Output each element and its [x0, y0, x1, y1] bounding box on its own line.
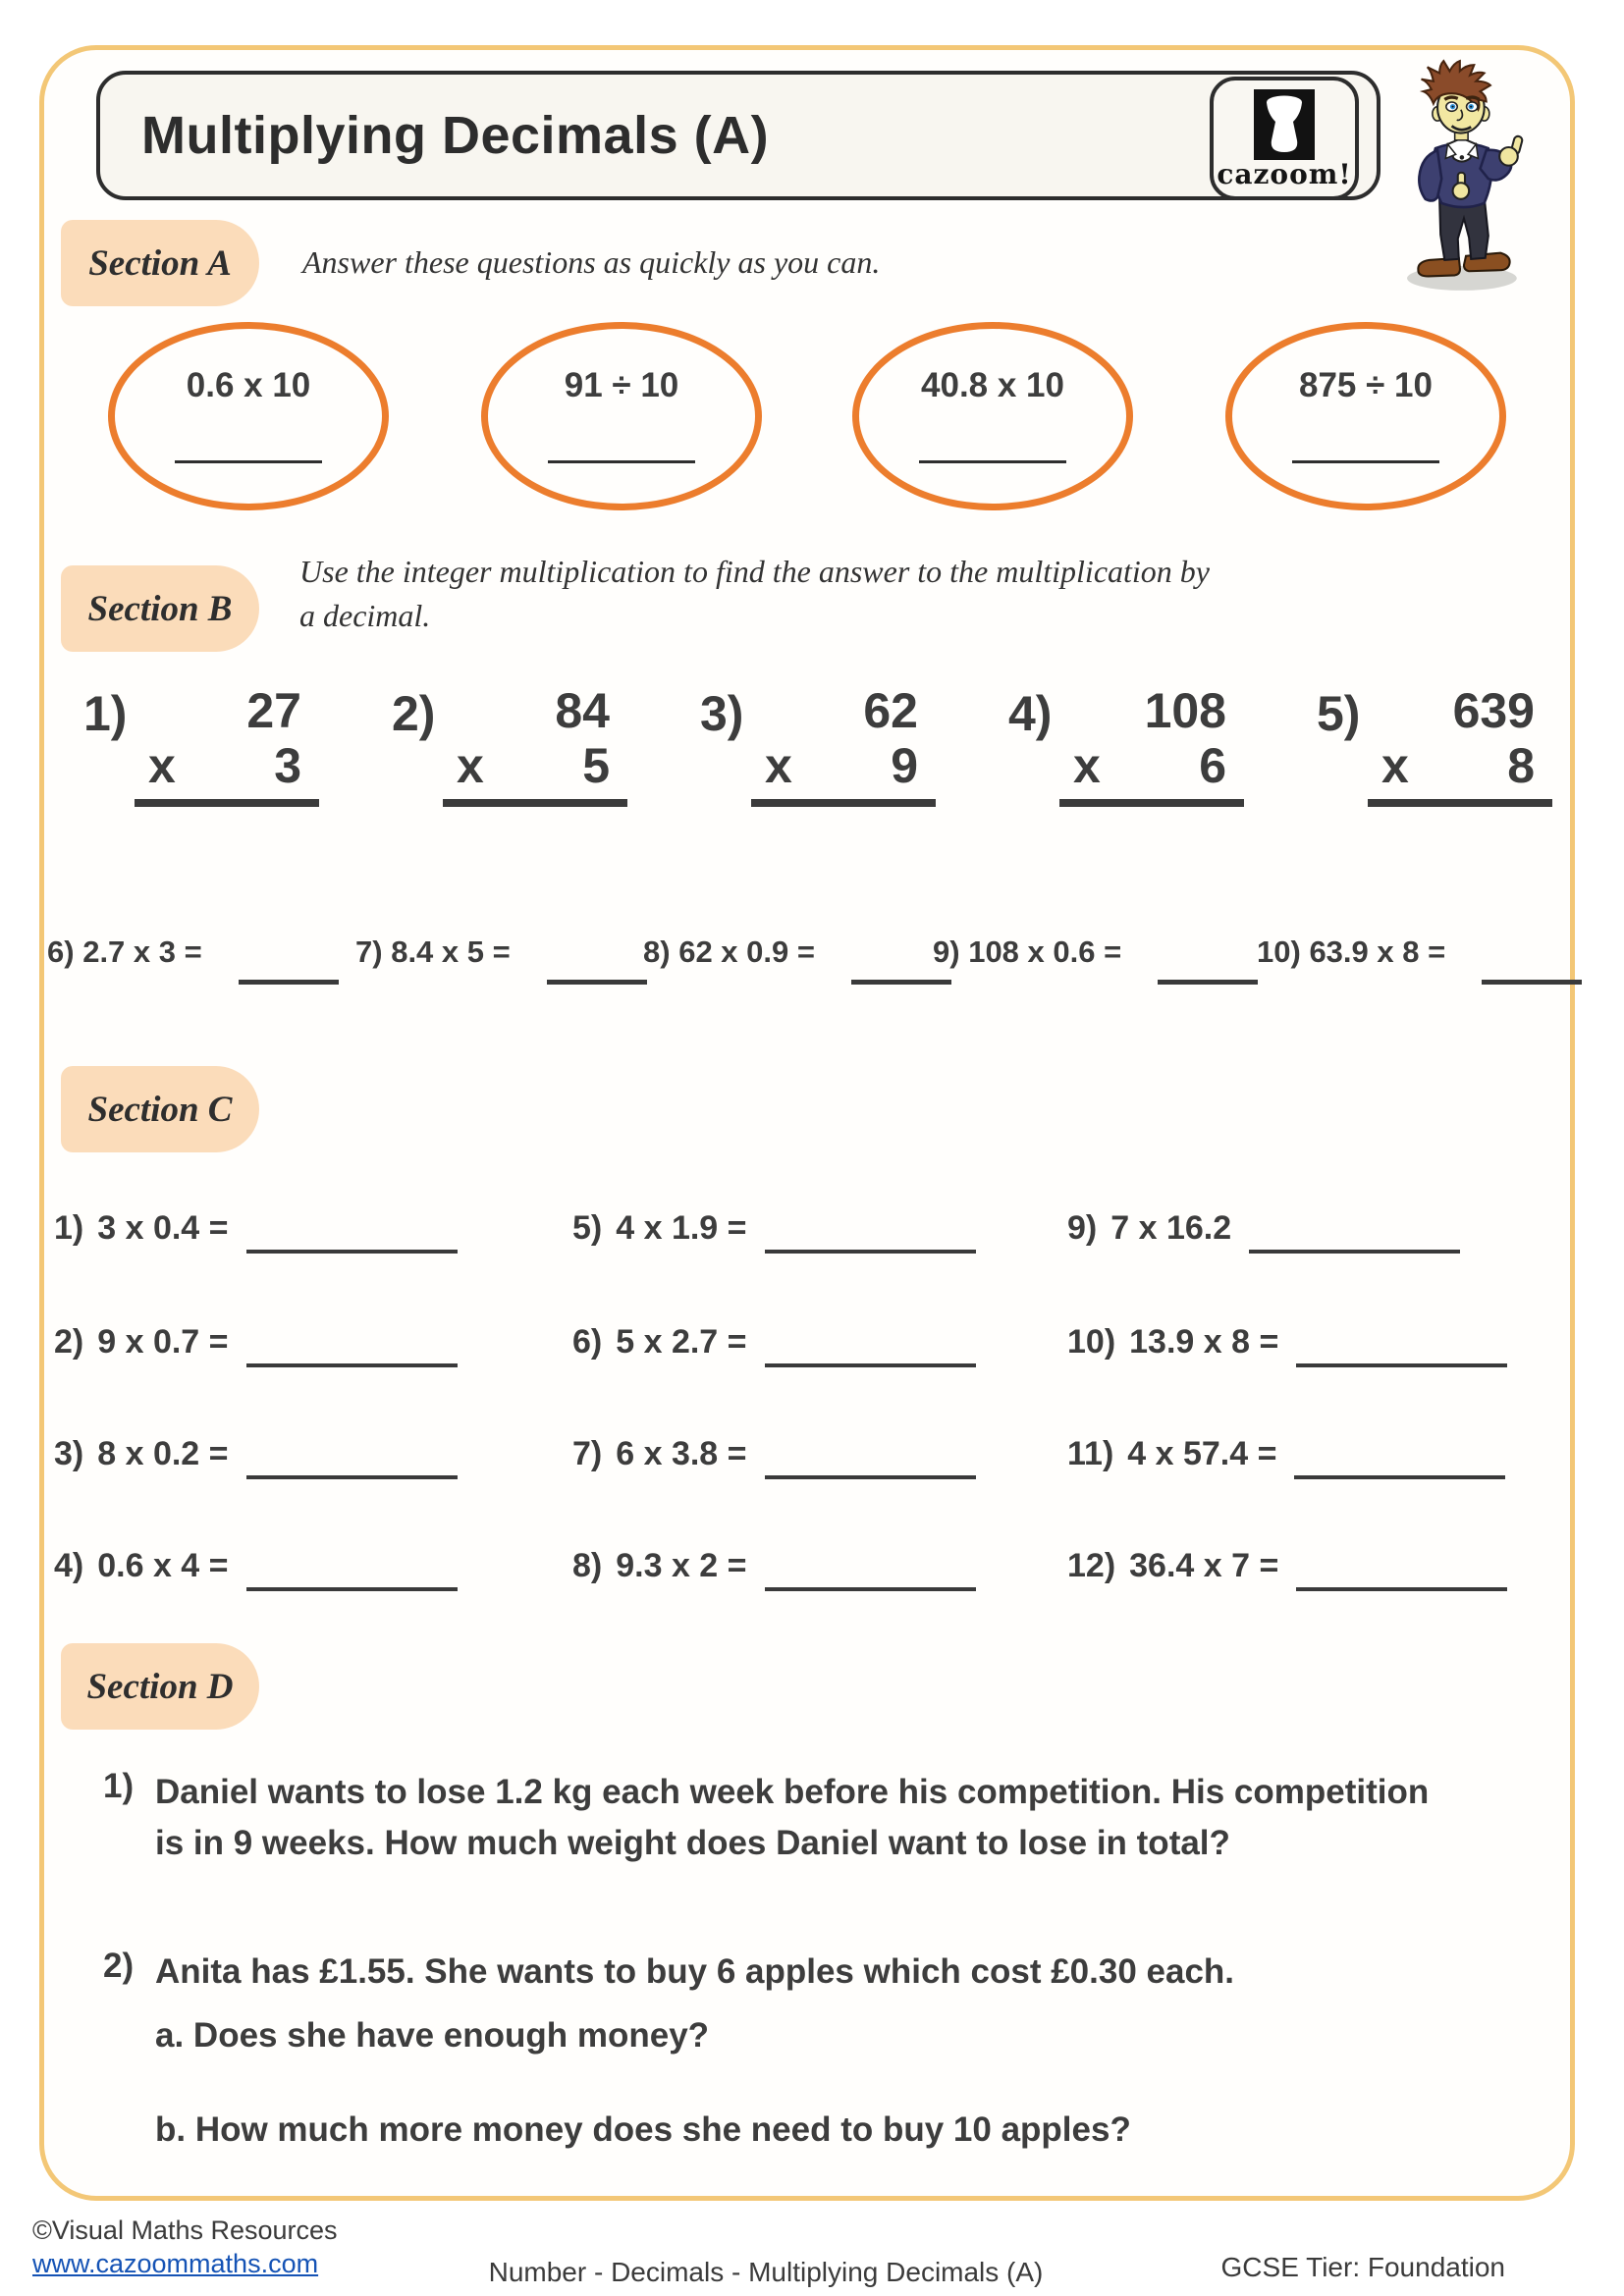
bottom-operand: 8 — [1507, 738, 1535, 793]
d-problem-1-line2: is in 9 weeks. How much weight does Daniel want to lose in total? — [155, 1824, 1230, 1862]
oval-problem-4 — [1225, 322, 1506, 510]
section-c-label: Section C — [87, 1089, 233, 1130]
answer-line — [765, 1363, 976, 1367]
answer-line — [175, 460, 322, 463]
problem-number: 10) — [1257, 934, 1301, 969]
result-line — [135, 799, 319, 807]
c-problem-5 — [572, 1209, 976, 1254]
multiply-sign: x — [457, 738, 484, 793]
oval-problem-text: 875 ÷ 10 — [1299, 366, 1433, 404]
d-problem-2b-text: b. How much more money does she need to buy 10 apples? — [155, 2110, 1131, 2149]
c-problem-8 — [572, 1547, 976, 1591]
bottom-operand: 9 — [891, 738, 918, 793]
section-a-tab — [61, 220, 259, 306]
inline-problem-9 — [933, 934, 1258, 985]
problem-expression: 4 x 57.4 = — [1127, 1435, 1277, 1472]
problem-number: 1) — [83, 686, 128, 741]
problem-expression: 8.4 x 5 = — [391, 934, 511, 969]
oval-problem-1 — [108, 322, 389, 510]
footer-website-link[interactable]: www.cazoommaths.com — [32, 2249, 319, 2278]
section-b-instruction-line1: Use the integer multiplication to find the answer to the multiplication by — [299, 554, 1210, 589]
problem-expression: 13.9 x 8 = — [1129, 1323, 1279, 1361]
problem-expression: 6 x 3.8 = — [616, 1435, 747, 1472]
answer-line — [1294, 1475, 1505, 1479]
answer-line — [765, 1250, 976, 1254]
problem-expression: 9.3 x 2 = — [616, 1547, 747, 1584]
answer-line — [246, 1250, 458, 1254]
result-line — [751, 799, 936, 807]
answer-line — [547, 980, 647, 985]
problem-number: 8) — [643, 934, 671, 969]
answer-line — [1482, 980, 1582, 985]
vertical-problem-3 — [700, 683, 936, 807]
problem-number: 9) — [933, 934, 960, 969]
oval-problem-text: 91 ÷ 10 — [564, 366, 679, 404]
problem-number: 4) — [54, 1547, 84, 1584]
result-line — [1059, 799, 1244, 807]
inline-problem-8 — [643, 934, 951, 985]
multiply-sign: x — [1073, 738, 1101, 793]
problem-number: 10) — [1067, 1323, 1116, 1361]
c-problem-7 — [572, 1435, 976, 1479]
problem-expression: 62 x 0.9 = — [678, 934, 815, 969]
answer-line — [246, 1587, 458, 1591]
problem-expression: 7 x 16.2 — [1110, 1209, 1232, 1247]
answer-line — [765, 1475, 976, 1479]
bottom-operand: 6 — [1199, 738, 1226, 793]
top-operand: 62 — [863, 683, 918, 738]
top-operand: 108 — [1144, 683, 1226, 738]
problem-expression: 8 x 0.2 = — [97, 1435, 229, 1472]
problem-number: 11) — [1067, 1435, 1114, 1472]
d-problem-2-number: 2) — [103, 1947, 135, 1985]
answer-line — [765, 1587, 976, 1591]
section-d-label: Section D — [86, 1666, 234, 1707]
problem-number: 6) — [47, 934, 75, 969]
answer-line — [1292, 460, 1439, 463]
d-problem-1-text — [155, 1767, 1429, 1869]
answer-line — [1158, 980, 1258, 985]
footer-tier-text: GCSE Tier: Foundation — [1220, 2252, 1505, 2282]
c-problem-9 — [1067, 1209, 1460, 1254]
problem-expression: 9 x 0.7 = — [97, 1323, 229, 1361]
problem-number: 3) — [54, 1435, 84, 1472]
section-a-instruction: Answer these questions as quickly as you can. — [302, 244, 881, 280]
d-problem-2-text: Anita has £1.55. She wants to buy 6 apples which cost £0.30 each. — [155, 1952, 1235, 1991]
cazoom-logo-box — [1210, 77, 1359, 200]
section-c-tab — [61, 1066, 259, 1152]
problem-number: 2) — [54, 1323, 84, 1361]
answer-line — [919, 460, 1066, 463]
top-operand: 27 — [246, 683, 301, 738]
d-problem-1-line1: Daniel wants to lose 1.2 kg each week before his competition. His competition — [155, 1773, 1430, 1811]
boy-mascot-illustration — [1398, 59, 1532, 293]
inline-problem-6 — [47, 934, 339, 985]
section-b-label: Section B — [87, 588, 233, 629]
problem-number: 12) — [1067, 1547, 1116, 1584]
oval-problem-2 — [481, 322, 762, 510]
problem-expression: 36.4 x 7 = — [1129, 1547, 1279, 1584]
cazoom-logo-text: cazoom! — [1217, 158, 1352, 190]
c-problem-11 — [1067, 1435, 1505, 1479]
multiply-sign: x — [765, 738, 792, 793]
vertical-problem-5 — [1317, 683, 1552, 807]
result-line — [1368, 799, 1552, 807]
bottom-operand: 5 — [582, 738, 610, 793]
top-operand: 84 — [555, 683, 610, 738]
result-line — [443, 799, 627, 807]
bottom-operand: 3 — [274, 738, 301, 793]
problem-number: 7) — [355, 934, 383, 969]
answer-line — [1296, 1363, 1507, 1367]
page-title: Multiplying Decimals (A) — [141, 106, 770, 165]
problem-number: 2) — [392, 686, 436, 741]
section-a-label: Section A — [88, 242, 232, 284]
oval-problem-3 — [852, 322, 1133, 510]
answer-line — [1296, 1587, 1507, 1591]
c-problem-10 — [1067, 1323, 1507, 1367]
c-problem-12 — [1067, 1547, 1507, 1591]
top-operand: 639 — [1452, 683, 1535, 738]
footer-copyright: ©Visual Maths Resources — [32, 2216, 338, 2245]
c-problem-6 — [572, 1323, 976, 1367]
problem-number: 9) — [1067, 1209, 1098, 1247]
answer-line — [548, 460, 695, 463]
problem-expression: 5 x 2.7 = — [616, 1323, 747, 1361]
oval-problem-text: 40.8 x 10 — [921, 366, 1064, 404]
d-problem-2a-text: a. Does she have enough money? — [155, 2016, 710, 2055]
section-b-instruction-line2: a decimal. — [299, 598, 431, 633]
oval-problem-text: 0.6 x 10 — [186, 366, 311, 404]
answer-line — [246, 1363, 458, 1367]
multiply-sign: x — [1381, 738, 1409, 793]
multiply-sign: x — [148, 738, 176, 793]
problem-number: 7) — [572, 1435, 603, 1472]
problem-number: 4) — [1008, 686, 1053, 741]
section-b-tab — [61, 565, 259, 652]
c-problem-3 — [54, 1435, 458, 1479]
title-box — [96, 71, 1380, 200]
answer-line — [239, 980, 339, 985]
problem-expression: 2.7 x 3 = — [82, 934, 202, 969]
c-problem-4 — [54, 1547, 458, 1591]
problem-expression: 108 x 0.6 = — [968, 934, 1122, 969]
problem-expression: 4 x 1.9 = — [616, 1209, 747, 1247]
c-problem-2 — [54, 1323, 458, 1367]
problem-number: 6) — [572, 1323, 603, 1361]
vertical-problem-4 — [1008, 683, 1244, 807]
inline-problem-7 — [355, 934, 647, 985]
vertical-problem-1 — [83, 683, 319, 807]
vertical-problem-2 — [392, 683, 627, 807]
d-problem-1-number: 1) — [103, 1767, 135, 1805]
problem-expression: 3 x 0.4 = — [97, 1209, 229, 1247]
problem-expression: 0.6 x 4 = — [97, 1547, 229, 1584]
footer-category-text: Number - Decimals - Multiplying Decimals (A) — [488, 2257, 1044, 2287]
c-problem-1 — [54, 1209, 458, 1254]
section-b-instruction — [299, 550, 1210, 638]
section-d-tab — [61, 1643, 259, 1730]
problem-expression: 63.9 x 8 = — [1309, 934, 1446, 969]
problem-number: 5) — [1317, 686, 1361, 741]
problem-number: 3) — [700, 686, 744, 741]
answer-line — [246, 1475, 458, 1479]
problem-number: 1) — [54, 1209, 84, 1247]
drum-icon — [1254, 80, 1315, 160]
answer-line — [1249, 1250, 1460, 1254]
problem-number: 5) — [572, 1209, 603, 1247]
problem-number: 8) — [572, 1547, 603, 1584]
inline-problem-10 — [1257, 934, 1582, 985]
